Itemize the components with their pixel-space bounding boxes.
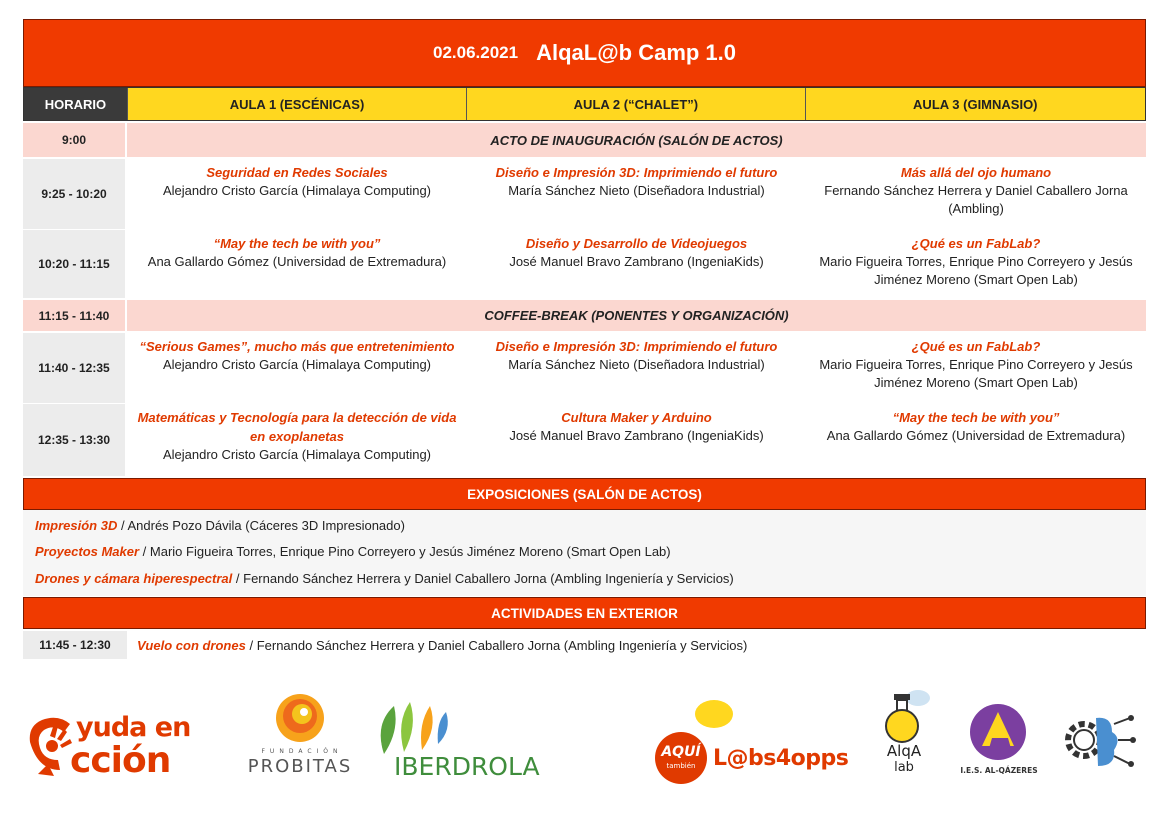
session-cell [806, 159, 1146, 229]
session-speaker: Mario Figueira Torres, Enrique Pino Correyero y Jesús Jiménez Moreno (Smart Open Lab) [819, 357, 1133, 390]
row-time: 12:35 - 13:30 [23, 404, 127, 476]
exterior-separator: / [245, 637, 257, 653]
schedule-row [23, 159, 1146, 229]
ayuda-line-2: cción [70, 740, 171, 781]
session-cell [127, 333, 467, 403]
schedule-row [23, 333, 1146, 403]
ies-alqazeres-logo [956, 702, 1042, 786]
session-cell [127, 230, 467, 298]
session-cell [467, 159, 806, 229]
expo-exhibitor: Fernando Sánchez Herrera y Daniel Caballero Jorna (Ambling Ingeniería y Servicios) [243, 571, 734, 586]
session-title: Diseño y Desarrollo de Videojuegos [525, 236, 748, 251]
header-aula-3: AULA 3 (GIMNASIO) [806, 88, 1145, 120]
list-item [35, 544, 671, 559]
session-cell [806, 333, 1146, 403]
session-speaker: María Sánchez Nieto (Diseñadora Industrial) [508, 357, 765, 372]
alqalab-top: AlqA [886, 742, 922, 760]
labs4opps-logo [655, 700, 855, 790]
event-date: 02.06.2021 [432, 43, 519, 62]
session-cell [467, 404, 806, 476]
session-cell [806, 404, 1146, 476]
probitas-swirl-icon [274, 692, 326, 744]
row-time: 9:00 [23, 123, 127, 157]
session-speaker: María Sánchez Nieto (Diseñadora Industrial) [508, 183, 765, 198]
schedule-row [23, 404, 1146, 476]
schedule-row [23, 230, 1146, 298]
tech-brain-logo [1056, 704, 1136, 782]
ies-emblem-icon [968, 702, 1028, 762]
row-full-event: ACTO DE INAUGURACIÓN (SALÓN DE ACTOS) [127, 123, 1146, 157]
exterior-row [23, 631, 1146, 659]
iberdrola-logo [374, 694, 560, 784]
session-title: Cultura Maker y Arduino [561, 410, 712, 425]
expo-separator: / [232, 571, 244, 586]
session-title: Diseño e Impresión 3D: Imprimiendo el futuro [495, 165, 778, 180]
aqui-subtext: también [666, 762, 696, 770]
flask-icon [874, 688, 934, 744]
session-title: Diseño e Impresión 3D: Imprimiendo el futuro [495, 339, 778, 354]
session-cell [467, 333, 806, 403]
schedule-row [23, 123, 1146, 157]
row-time: 11:40 - 12:35 [23, 333, 127, 403]
session-speaker: Mario Figueira Torres, Enrique Pino Correyero y Jesús Jiménez Moreno (Smart Open Lab) [819, 254, 1133, 287]
iberdrola-wordmark: IBERDROLA [394, 752, 540, 781]
row-time: 9:25 - 10:20 [23, 159, 127, 229]
title-band [23, 19, 1146, 87]
session-title: ¿Qué es un FabLab? [911, 236, 1041, 251]
ayuda-line-1: yuda en [76, 712, 191, 743]
exterior-topic: Vuelo con drones [137, 637, 246, 653]
labs4opps-wordmark: L@bs4opps [713, 746, 849, 771]
session-speaker: Ana Gallardo Gómez (Universidad de Extremadura) [826, 428, 1126, 443]
exterior-activity [127, 638, 747, 653]
exposiciones-heading: EXPOSICIONES (SALÓN DE ACTOS) [23, 478, 1146, 510]
session-cell [806, 230, 1146, 298]
session-speaker: Fernando Sánchez Herrera y Daniel Caballero Jorna (Ambling) [824, 183, 1128, 216]
exterior-who: Fernando Sánchez Herrera y Daniel Caballero Jorna (Ambling Ingeniería y Servicios) [256, 637, 748, 653]
session-title: Más allá del ojo humano [900, 165, 1052, 180]
expo-topic: Drones y cámara hiperespectral [35, 571, 233, 586]
mini-ayuda-badge [695, 700, 733, 728]
session-title: Seguridad en Redes Sociales [206, 165, 388, 180]
session-speaker: Ana Gallardo Gómez (Universidad de Extremadura) [147, 254, 447, 269]
session-cell [127, 404, 467, 476]
row-full-event: COFFEE-BREAK (PONENTES Y ORGANIZACIÓN) [127, 300, 1146, 331]
exposiciones-list [23, 510, 1146, 596]
session-cell [127, 159, 467, 229]
session-title: “May the tech be with you” [213, 236, 381, 251]
expo-separator: / [117, 518, 128, 533]
session-title: Matemáticas y Tecnología para la detección de vida en exoplanetas [137, 410, 457, 444]
session-speaker: Alejandro Cristo García (Himalaya Computing) [162, 183, 432, 198]
probitas-logo [240, 692, 360, 782]
expo-topic: Impresión 3D [35, 518, 118, 533]
ies-name: I.E.S. AL-QÁZERES [960, 766, 1038, 775]
alqalab-bottom: lab [894, 760, 914, 775]
list-item [35, 571, 734, 586]
expo-topic: Proyectos Maker [35, 544, 140, 559]
session-speaker: José Manuel Bravo Zambrano (IngeniaKids) [509, 254, 764, 269]
header-aula-1: AULA 1 (ESCÉNICAS) [128, 88, 467, 120]
gear-brain-icon [1056, 704, 1136, 782]
header-horario: HORARIO [24, 88, 128, 120]
session-speaker: Alejandro Cristo García (Himalaya Computing) [162, 357, 432, 372]
column-header-row [23, 87, 1146, 121]
session-title: “Serious Games”, mucho más que entretenimiento [139, 339, 455, 354]
probitas-wordmark: PROBITAS [247, 756, 353, 777]
session-title: “May the tech be with you” [892, 410, 1060, 425]
ayuda-en-accion-logo [24, 708, 224, 782]
exterior-heading: ACTIVIDADES EN EXTERIOR [23, 597, 1146, 629]
alqalab-logo [864, 688, 944, 784]
list-item [35, 518, 405, 533]
expo-separator: / [139, 544, 150, 559]
session-speaker: José Manuel Bravo Zambrano (IngeniaKids) [509, 428, 764, 443]
session-title: ¿Qué es un FabLab? [911, 339, 1041, 354]
row-time: 11:15 - 11:40 [23, 300, 127, 331]
header-aula-2: AULA 2 (“CHALET”) [467, 88, 805, 120]
row-time: 11:45 - 12:30 [23, 631, 127, 659]
expo-exhibitor: Mario Figueira Torres, Enrique Pino Correyero y Jesús Jiménez Moreno (Smart Open Lab) [149, 544, 671, 559]
row-time: 10:20 - 11:15 [23, 230, 127, 298]
event-title: AlqaL@b Camp 1.0 [536, 40, 737, 65]
iberdrola-leaves-icon [374, 694, 454, 756]
probitas-small: FUNDACIÓN [261, 748, 343, 755]
schedule-row [23, 300, 1146, 331]
session-speaker: Alejandro Cristo García (Himalaya Computing) [162, 447, 432, 462]
aqui-text: AQUÍ [661, 744, 701, 760]
expo-exhibitor: Andrés Pozo Dávila (Cáceres 3D Impresionado) [127, 518, 405, 533]
session-cell [467, 230, 806, 298]
